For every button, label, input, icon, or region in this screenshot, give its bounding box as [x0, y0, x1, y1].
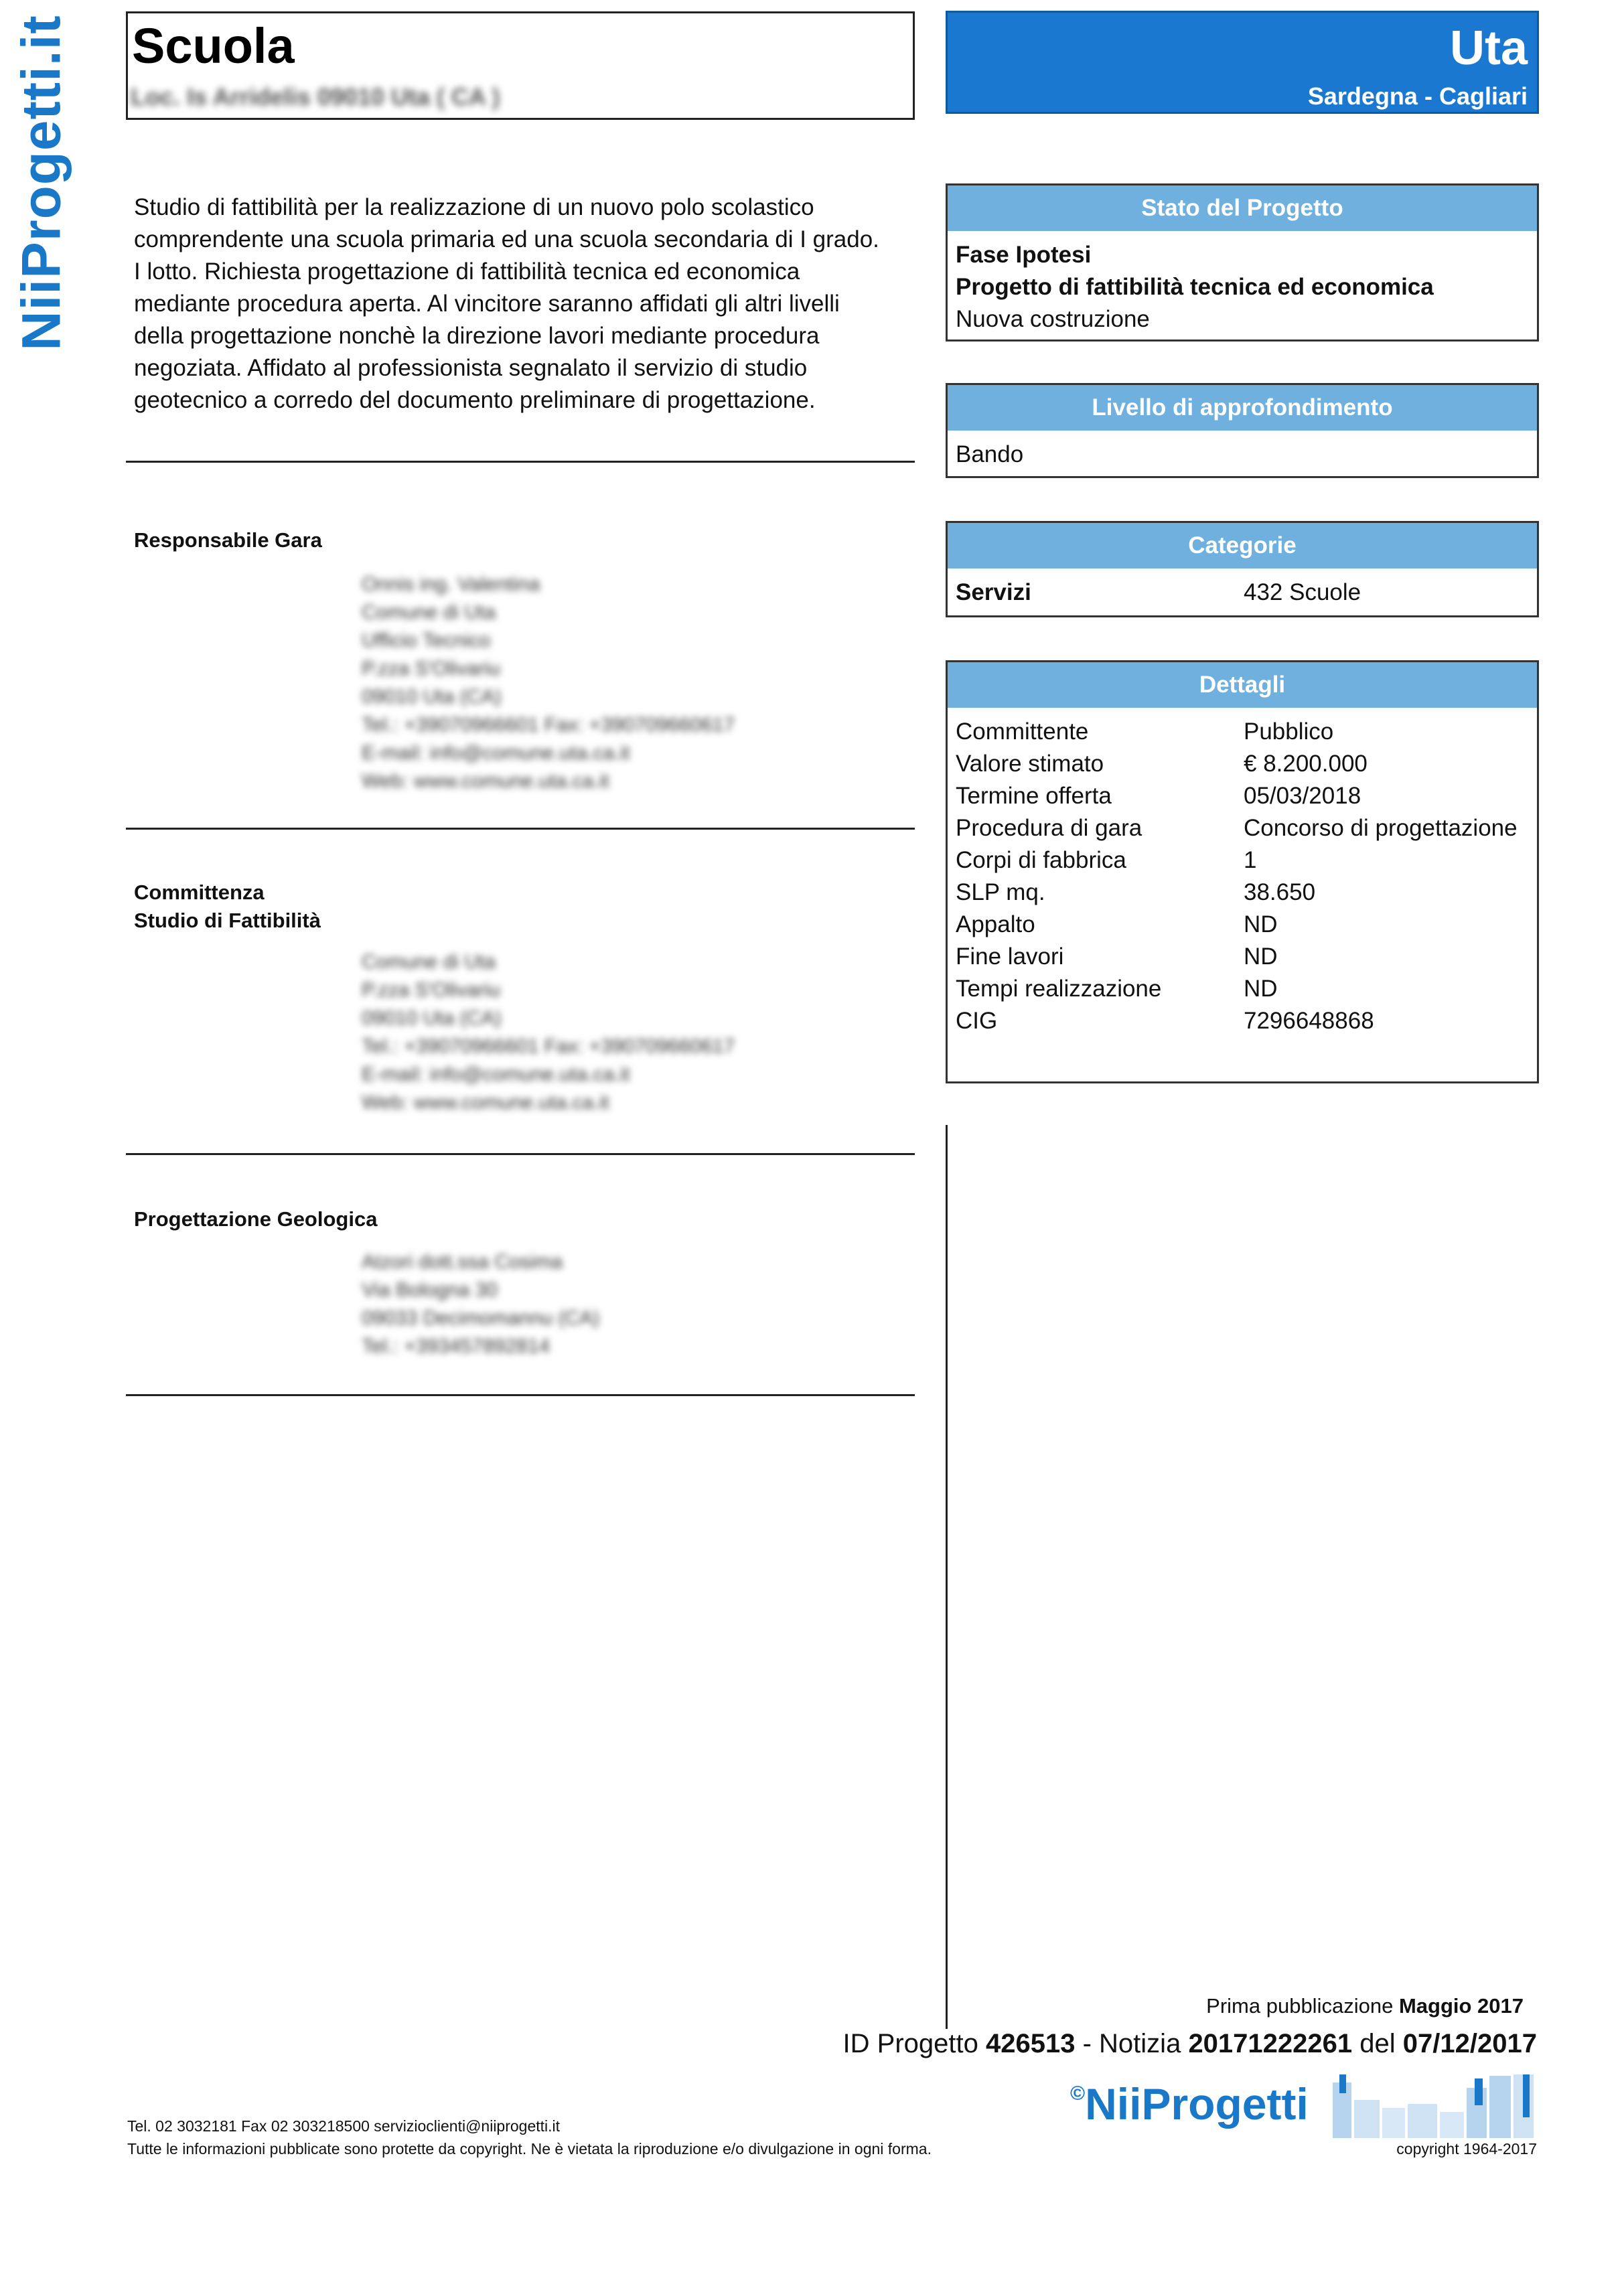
contact-line: Ufficio Tecnico: [362, 629, 491, 652]
committenza-contact: [362, 948, 735, 1117]
title-box: [126, 11, 915, 120]
city: Uta: [1449, 21, 1528, 75]
detail-row: [956, 941, 1529, 973]
contact-line: P.zza S'Olivariu: [362, 658, 500, 680]
footer-contacts: Tel. 02 3032181 Fax 02 303218500 servizioclienti@niiprogetti.it: [127, 2117, 561, 2135]
contact-line: P.zza S'Olivariu: [362, 979, 500, 1001]
notizia-id: 20171222261: [1188, 2029, 1353, 2058]
project-id: 426513: [986, 2029, 1076, 2058]
detail-key: Valore stimato: [956, 751, 1104, 777]
notizia-date: 07/12/2017: [1402, 2029, 1537, 2058]
detail-key: Procedura di gara: [956, 815, 1142, 841]
dettagli-header: Dettagli: [948, 662, 1537, 708]
detail-key: Appalto: [956, 911, 1035, 937]
detail-value: € 8.200.000: [1244, 751, 1368, 777]
footer-logo-text: NiiProgetti: [1085, 2079, 1309, 2129]
contact-line: Web: www.comune.uta.ca.it: [362, 1091, 609, 1114]
page-title: Scuola: [132, 18, 295, 74]
footer-notice: Tutte le informazioni pubblicate sono protette da copyright. Ne è vietata la riproduzione e/o divulgazione in ogni forma.: [127, 2140, 932, 2157]
detail-row: [956, 909, 1529, 941]
contact-line: Atzori dott.ssa Cosima: [362, 1251, 563, 1273]
contact-line: 09010 Uta (CA): [362, 686, 502, 708]
stato-tipo: Nuova costruzione: [956, 306, 1150, 332]
detail-value: 7296648868: [1244, 1008, 1374, 1034]
first-publication-label: Prima pubblicazione: [1206, 1994, 1394, 2018]
copyright-symbol: ©: [1070, 2082, 1086, 2105]
first-publication-date: Maggio 2017: [1398, 1994, 1524, 2018]
id-line: [843, 2029, 1537, 2059]
divider: [126, 1394, 915, 1396]
detail-row: [956, 812, 1529, 844]
contact-line: Comune di Uta: [362, 601, 496, 623]
contact-line: Onnis ing. Valentina: [362, 573, 540, 595]
committenza-heading: Committenza: [134, 881, 265, 904]
detail-value: ND: [1244, 943, 1278, 970]
skyline-logo-icon: [1333, 2074, 1534, 2138]
detail-key: CIG: [956, 1008, 998, 1034]
detail-key: Corpi di fabbrica: [956, 847, 1126, 873]
contact-line: Tel.: +39070966601 Fax: +390709660617: [362, 714, 735, 736]
responsabile-heading: Responsabile Gara: [134, 528, 322, 552]
region: Sardegna - Cagliari: [1307, 82, 1528, 110]
stato-fase: Fase Ipotesi: [956, 242, 1092, 268]
first-publication: [1206, 1994, 1524, 2018]
footer-logo: [1070, 2078, 1309, 2129]
detail-value: ND: [1244, 911, 1278, 937]
categorie-panel: [946, 521, 1539, 617]
detail-row: [956, 1005, 1529, 1037]
contact-line: Via Bologna 30: [362, 1279, 498, 1301]
detail-value: 1: [1244, 847, 1257, 873]
detail-key: Tempi realizzazione: [956, 976, 1162, 1002]
categorie-label: Servizi: [956, 579, 1031, 605]
divider: [126, 1153, 915, 1155]
livello-header: Livello di approfondimento: [948, 385, 1537, 431]
contact-line: Tel.: +39070966601 Fax: +390709660617: [362, 1035, 735, 1057]
detail-row: [956, 973, 1529, 1005]
stato-panel: [946, 183, 1539, 342]
detail-value: 38.650: [1244, 879, 1316, 905]
detail-value: 05/03/2018: [1244, 783, 1361, 809]
notizia-label: - Notizia: [1082, 2029, 1181, 2058]
contact-line: E-mail: info@comune.uta.ca.it: [362, 1063, 630, 1085]
categorie-value: 432 Scuole: [1244, 579, 1361, 605]
contact-line: Web: www.comune.uta.ca.it: [362, 770, 609, 792]
detail-value: Pubblico: [1244, 718, 1334, 745]
detail-value: ND: [1244, 976, 1278, 1002]
stato-header: Stato del Progetto: [948, 185, 1537, 231]
detail-key: Committente: [956, 718, 1089, 745]
geologica-contact: [362, 1248, 599, 1361]
contact-line: 09010 Uta (CA): [362, 1007, 502, 1029]
committenza-subheading: Studio di Fattibilità: [134, 909, 321, 932]
detail-row: [956, 844, 1529, 877]
footer-copyright: copyright 1964-2017: [1396, 2140, 1537, 2157]
location-box: [946, 11, 1539, 114]
divider: [126, 828, 915, 830]
column-rule: [946, 1125, 948, 2029]
detail-value: Concorso di progettazione: [1244, 815, 1518, 841]
contact-line: E-mail: info@comune.uta.ca.it: [362, 742, 630, 764]
contact-line: Comune di Uta: [362, 951, 496, 973]
address: Loc. Is Arridelis 09010 Uta ( CA ): [131, 83, 500, 110]
id-label: ID Progetto: [842, 2029, 978, 2058]
categorie-header: Categorie: [948, 523, 1537, 569]
detail-row: [956, 748, 1529, 780]
geologica-heading: Progettazione Geologica: [134, 1207, 378, 1231]
vertical-logo-text: NiiProgetti.it: [11, 15, 72, 351]
stato-progetto: Progetto di fattibilità tecnica ed economica: [956, 274, 1434, 300]
detail-row: [956, 780, 1529, 812]
livello-panel: [946, 383, 1539, 478]
livello-value: Bando: [956, 441, 1024, 467]
detail-key: Fine lavori: [956, 943, 1064, 970]
responsabile-contact: [362, 571, 735, 796]
del-label: del: [1359, 2029, 1396, 2058]
vertical-logo: [11, 15, 72, 351]
contact-line: 09033 Decimomannu (CA): [362, 1307, 600, 1329]
project-description: Studio di fattibilità per la realizzazione di un nuovo polo scolastico comprendente una scuola primaria ed una scuola secondaria di I grado. I lotto. Richiesta progettazione di fattibilità tecnica ed economica mediante procedura aperta. Al vincitore saranno affidati gli altri livelli della progettazione nonchè la direzione lavori mediante procedura negoziata. Affidato al professionista segnalato il servizio di studio geotecnico a corredo del documento preliminare di progettazione.: [134, 194, 879, 413]
detail-row: [956, 877, 1529, 909]
contact-line: Tel.: +393457892814: [362, 1335, 550, 1357]
detail-key: Termine offerta: [956, 783, 1112, 809]
divider: [126, 461, 915, 463]
detail-row: [956, 716, 1529, 748]
dettagli-panel: [946, 660, 1539, 1083]
detail-key: SLP mq.: [956, 879, 1045, 905]
